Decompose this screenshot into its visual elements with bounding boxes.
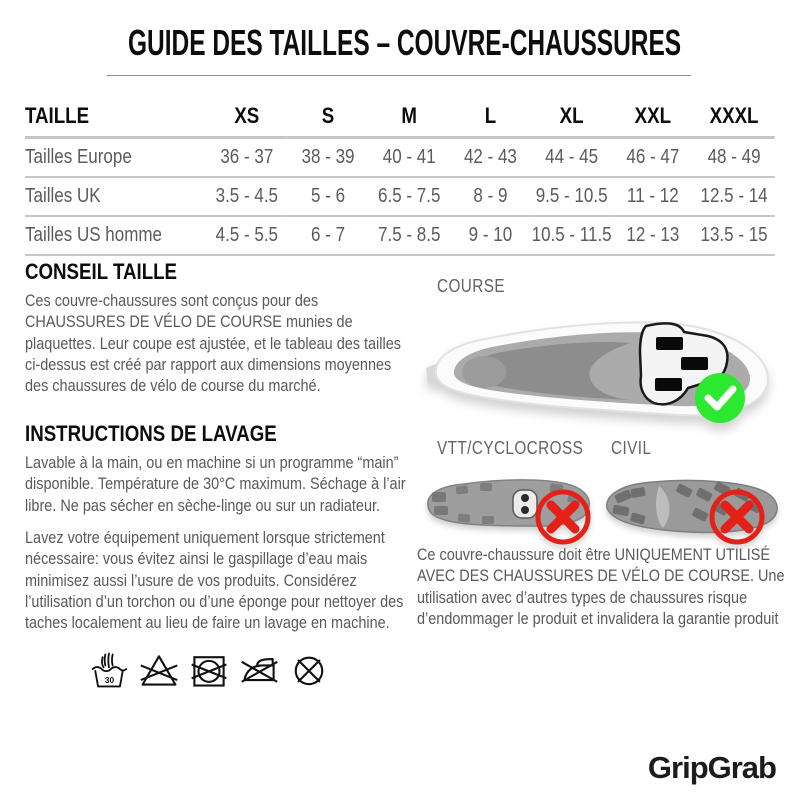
size-cell: 5 - 6 [287, 177, 368, 216]
size-cell: 10.5 - 11.5 [531, 216, 612, 255]
size-cell: 44 - 45 [531, 138, 612, 178]
table-header-taille: TAILLE [25, 99, 206, 138]
size-cell: 6 - 7 [287, 216, 368, 255]
care-icons-row [88, 648, 330, 692]
page-title: GUIDE DES TAILLES – COUVRE-CHAUSSURES [128, 22, 682, 63]
row-label: Tailles US homme [25, 216, 206, 255]
size-cell: 13.5 - 15 [693, 216, 774, 255]
size-col-header-l: L [450, 99, 531, 138]
size-col-header-m: M [369, 99, 450, 138]
size-cell: 36 - 37 [206, 138, 287, 178]
size-col-header-xs: XS [206, 99, 287, 138]
conseil-text: Ces couvre-chaussures sont conçus pour des CHAUSSURES DE VÉLO DE COURSE munies de plaquettes. Leur coupe est ajustée, et le tableau des tailles ci-dessus est créé par rapport aux dimensions moyennes des chaussures de vélo de course du marché. [25, 291, 401, 395]
size-cell: 40 - 41 [369, 138, 450, 178]
size-cell: 12 - 13 [612, 216, 693, 255]
row-label: Tailles Europe [25, 138, 206, 178]
svg-text:30: 30 [104, 676, 115, 686]
road-shoe-sole-image [418, 292, 783, 437]
vtt-label: VTT/CYCLOCROSS [437, 438, 584, 458]
size-cell: 46 - 47 [612, 138, 693, 178]
size-cell: 4.5 - 5.5 [206, 216, 287, 255]
hand-wash-30-icon [88, 648, 130, 692]
do-not-iron-icon [238, 648, 280, 692]
size-col-header-xl: XL [531, 99, 612, 138]
size-cell: 38 - 39 [287, 138, 368, 178]
size-cell: 7.5 - 8.5 [369, 216, 450, 255]
table-row-uk [25, 177, 775, 216]
size-cell: 9 - 10 [450, 216, 531, 255]
table-row-europe [25, 138, 775, 178]
table-header-row [25, 99, 775, 138]
size-cell: 6.5 - 7.5 [369, 177, 450, 216]
size-cell: 8 - 9 [450, 177, 531, 216]
row-label: Tailles UK [25, 177, 206, 216]
do-not-bleach-icon [138, 648, 180, 692]
lavage-section-heading: INSTRUCTIONS DE LAVAGE [25, 421, 277, 446]
do-not-tumble-dry-icon [188, 648, 230, 692]
size-cell: 12.5 - 14 [693, 177, 774, 216]
table-row-us [25, 216, 775, 255]
civil-label: CIVIL [611, 438, 652, 458]
size-col-header-xxxl: XXXL [693, 99, 774, 138]
civil-shoe-sole-image [597, 460, 783, 548]
do-not-dry-clean-icon [288, 648, 330, 692]
size-table [25, 99, 777, 256]
lavage-text-2: Lavez votre équipement uniquement lorsque strictement nécessaire: vous évitez ainsi le gaspillage d’eau mais minimisez aussi l’usure de vos produits. Considérez l’utilisation d’un torchon ou d’une éponge pour nettoyer des taches localement au lieu de faire un lavage en machine. [25, 528, 404, 632]
title-divider [107, 75, 691, 76]
approved-check-icon [695, 373, 745, 423]
gripgrab-logo: GripGrab [647, 750, 776, 785]
size-col-header-s: S [287, 99, 368, 138]
lavage-text-1: Lavable à la main, ou en machine si un programme “main” disponible. Température de 30°C maximum. Séchage à l’air libre. Ne pas sécher en sèche-linge ou sur un radiateur. [25, 453, 406, 515]
spd-cleat-icon [513, 490, 537, 518]
size-cell: 9.5 - 10.5 [531, 177, 612, 216]
size-cell: 3.5 - 4.5 [206, 177, 287, 216]
size-cell: 11 - 12 [612, 177, 693, 216]
course-label: COURSE [437, 276, 506, 296]
mtb-shoe-sole-image [420, 460, 595, 548]
size-cell: 42 - 43 [450, 138, 531, 178]
size-cell: 48 - 49 [693, 138, 774, 178]
conseil-section-heading: CONSEIL TAILLE [25, 259, 178, 284]
size-col-header-xxl: XXL [612, 99, 693, 138]
usage-warning-text: Ce couvre-chaussure doit être UNIQUEMENT UTILISÉ AVEC DES CHAUSSURES DE VÉLO DE COURSE. Une utilisation avec d’autres types de chaussures risque d’endommager le produit et invalidera la garantie produit [417, 545, 785, 628]
